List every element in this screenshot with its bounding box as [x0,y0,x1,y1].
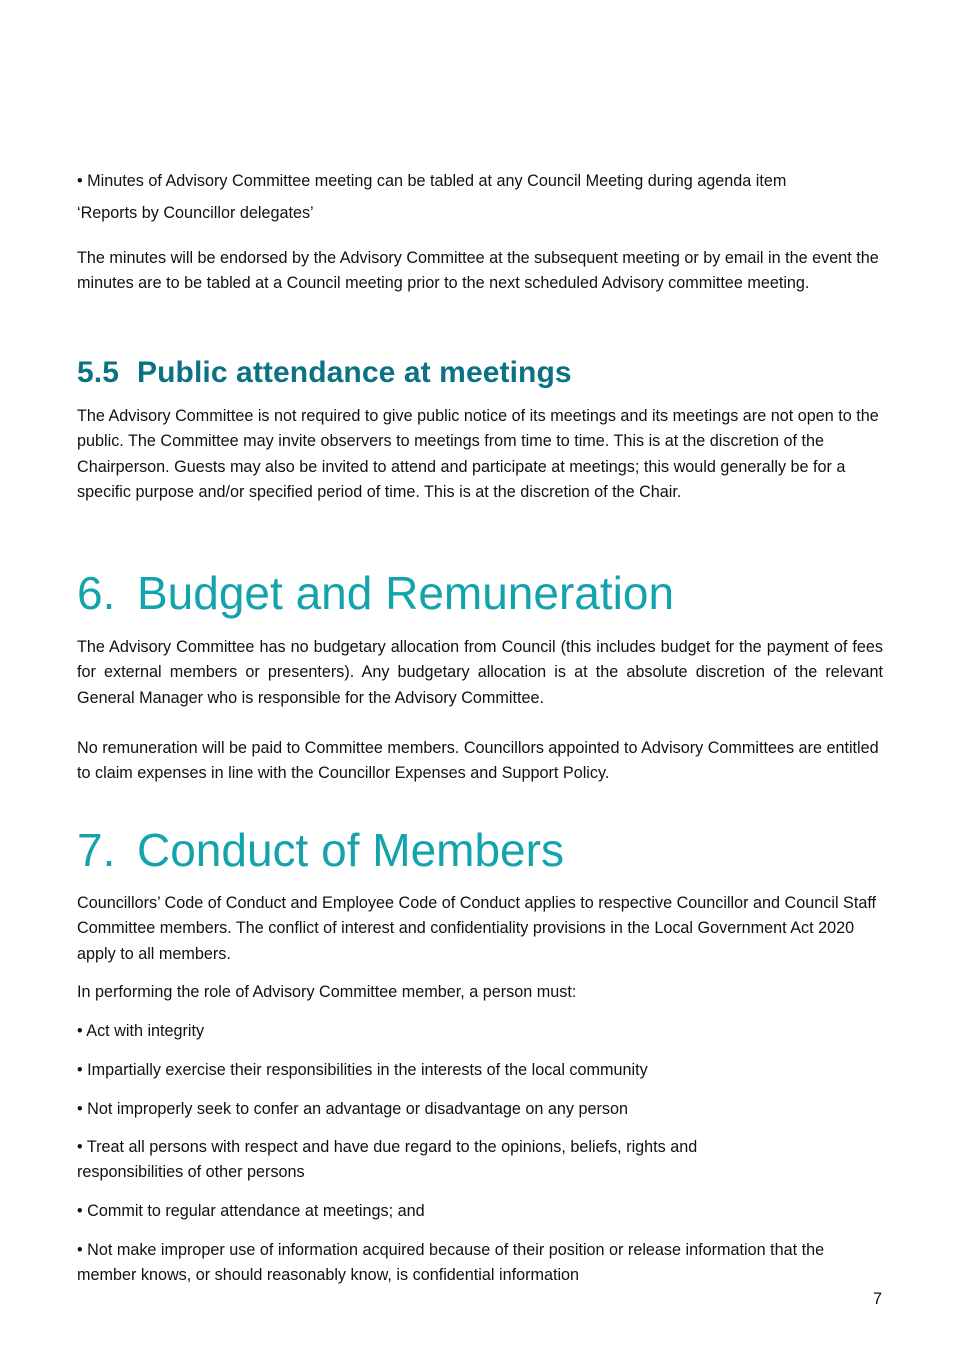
page-number: 7 [872,1290,882,1308]
section-6-heading [77,567,674,619]
budget-paragraph: The Advisory Committee has no budgetary allocation from Council (this includes budget for the payment of fees for external members or presenters). Any budgetary allocation is at the absolute discretion of the relevant General Manager who is responsible for the Advisory Committee. [77,638,883,707]
section-7-heading [77,824,564,876]
conduct-bullet: • Not improperly seek to confer an advantage or disadvantage on any person [77,1100,628,1118]
minutes-endorsed-paragraph: The minutes will be endorsed by the Advisory Committee at the subsequent meeting or by email in the event the minutes are to be tabled at a Council meeting prior to the next scheduled Advisory committee meeting. [77,249,879,293]
conduct-bullet: • Act with integrity [77,1022,205,1040]
remuneration-paragraph: No remuneration will be paid to Committee members. Councillors appointed to Advisory Committees are entitled to claim expenses in line with the Councillor Expenses and Support Policy. [77,739,879,783]
section-number: 5.5 [77,356,120,389]
section-5-5-heading [77,355,572,391]
section-title: Public attendance at meetings [137,356,572,389]
bullet-minutes-tabled-cont: ‘Reports by Councillor delegates’ [77,204,314,222]
conduct-bullet: • Not make improper use of information acquired because of their position or release information that the member knows, or should reasonably know, is confidential information [77,1241,825,1285]
conduct-bullet: • Commit to regular attendance at meetings; and [77,1202,425,1220]
conduct-bullet: • Treat all persons with respect and have due regard to the opinions, beliefs, rights and responsibilities of other persons [77,1138,698,1182]
member-role-intro: In performing the role of Advisory Committee member, a person must: [77,983,577,1001]
section-number: 6. [77,567,116,619]
code-of-conduct-paragraph: Councillors’ Code of Conduct and Employee Code of Conduct applies to respective Councillor and Council Staff Committee members. The conflict of interest and confidentiality provisions in the Local Government Act 2020 apply to all members. [77,894,877,963]
conduct-bullet: • Impartially exercise their responsibilities in the interests of the local community [77,1061,648,1079]
section-number: 7. [77,824,116,876]
bullet-minutes-tabled: • Minutes of Advisory Committee meeting can be tabled at any Council Meeting during agenda item [77,172,787,190]
section-title: Budget and Remuneration [137,567,675,619]
section-title: Conduct of Members [137,824,564,876]
public-attendance-paragraph: The Advisory Committee is not required to give public notice of its meetings and its meetings are not open to the public. The Committee may invite observers to meetings from time to time. This is at the discretion of the Chairperson. Guests may also be invited to attend and participate at meetings; this would generally be for a specific purpose and/or specified period of time. This is at the discretion of the Chair. [77,407,879,501]
